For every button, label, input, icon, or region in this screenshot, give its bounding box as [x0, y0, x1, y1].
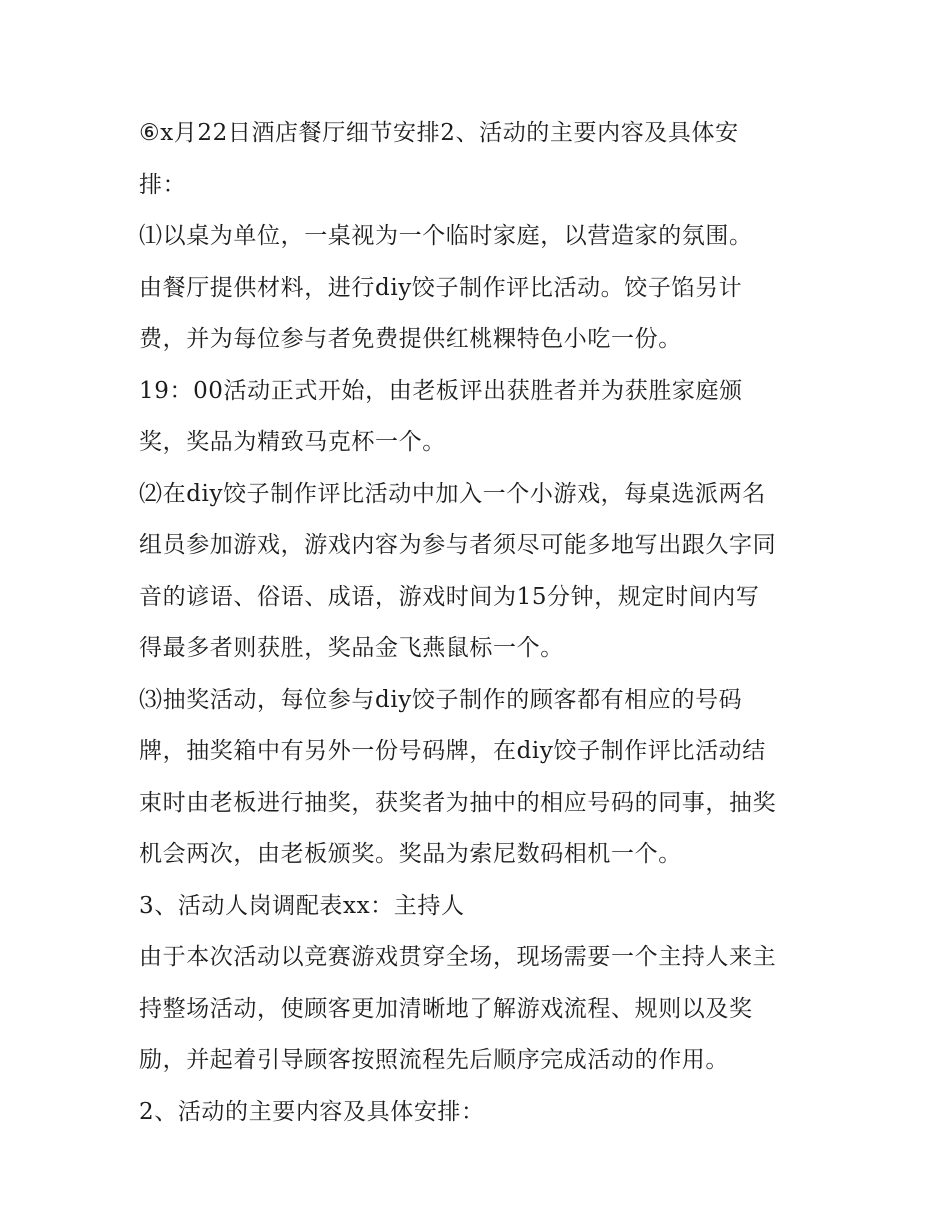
text-line: 音的谚语、俗语、成语，游戏时间为15分钟，规定时间内写 [139, 583, 760, 610]
text-line: ⑵在diy饺子制作评比活动中加入一个小游戏，每桌选派两名 [139, 480, 766, 507]
text-line: 由餐厅提供材料，进行diy饺子制作评比活动。饺子馅另计 [139, 274, 743, 301]
text-line: 19：00活动正式开始，由老板评出获胜者并为获胜家庭颁 [139, 377, 743, 404]
text-line: 由于本次活动以竞赛游戏贯穿全场，现场需要一个主持人来主 [139, 944, 777, 970]
text-line: 束时由老板进行抽奖，获奖者为抽中的相应号码的同事，抽奖 [139, 789, 777, 816]
text-line: 奖，奖品为精致马克杯一个。 [139, 429, 446, 455]
text-line: 励，并起着引导顾客按照流程先后顺序完成活动的作用。 [139, 1047, 729, 1073]
text-line: 机会两次，由老板颁奖。奖品为索尼数码相机一个。 [139, 841, 682, 867]
text-line: 牌，抽奖箱中有另外一份号码牌，在diy饺子制作评比活动结 [139, 738, 766, 764]
text-line: 持整场活动，使顾客更加清晰地了解游戏流程、规则以及奖 [139, 995, 753, 1022]
text-line: 2、活动的主要内容及具体安排： [139, 1098, 485, 1125]
text-line: 3、活动人岗调配表xx：主持人 [139, 892, 465, 919]
text-line: ⑴以桌为单位，一桌视为一个临时家庭，以营造家的氛围。 [139, 223, 753, 249]
text-line: 排： [139, 171, 187, 198]
text-line: 费，并为每位参与者免费提供红桃粿特色小吃一份。 [139, 326, 682, 352]
text-line: ⑶抽奖活动，每位参与diy饺子制作的顾客都有相应的号码 [139, 686, 743, 713]
document-body [139, 108, 819, 1138]
text-line: 得最多者则获胜，奖品金飞燕鼠标一个。 [139, 635, 564, 661]
text-line: 组员参加游戏，游戏内容为参与者须尽可能多地写出跟久字同 [139, 532, 777, 558]
text-line: ⑥x月22日酒店餐厅细节安排2、活动的主要内容及具体安 [139, 120, 739, 146]
